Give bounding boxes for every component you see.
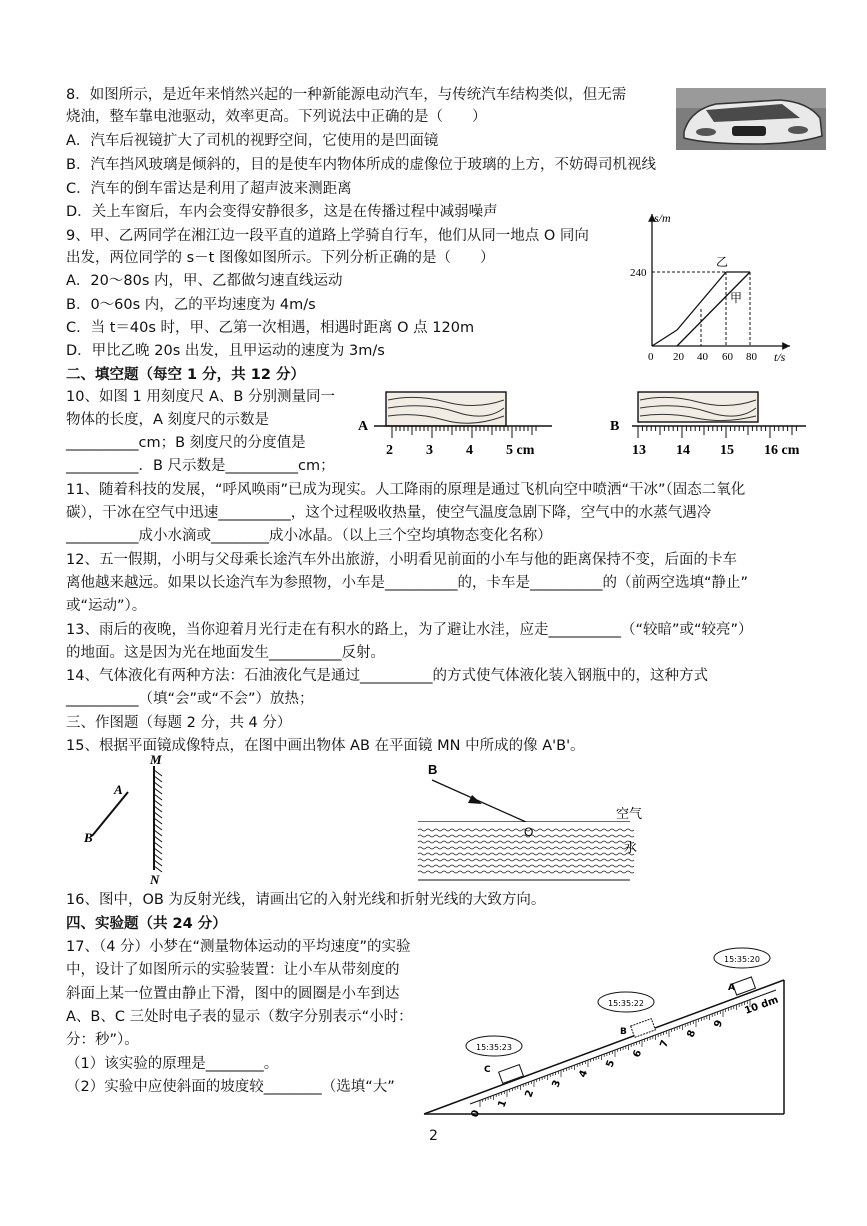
mirror-hatch-mark [154, 782, 162, 788]
wood-block-b [638, 392, 758, 422]
q14-line2: __________（填“会”或“不会”）放热； [66, 691, 314, 707]
st-graph-x-tick: 0 [648, 351, 654, 363]
mirror-figure [80, 752, 190, 887]
q17-line7: （2）实验中应使斜面的坡度较________（选填“大” [66, 1079, 395, 1095]
mirror-hatch-mark [154, 854, 162, 860]
mirror-hatch-mark [154, 824, 162, 830]
q17-line4: A、B、C 三处时电子表的显示（数字分别表示“小时： [66, 1009, 413, 1025]
mirror-hatch-mark [154, 860, 162, 866]
q9-option-d: D．甲比乙晚 20s 出发，且甲运动的速度为 3m/s [66, 343, 385, 359]
page-number: 2 [429, 1128, 438, 1144]
q12-line3: 或“运动”）。 [66, 598, 147, 614]
mirror-hatch-mark [154, 794, 162, 800]
st-graph [620, 210, 800, 370]
ruler-b-tick-label: 14 [676, 443, 690, 458]
st-graph-line-jia [677, 272, 750, 346]
q10-line2: 物体的长度，A 刻度尺的示数是 [66, 412, 270, 428]
st-graph-y-tick-240: 240 [630, 267, 647, 279]
q9-stem-line2: 出发，两位同学的 s－t 图像如图所示。下列分析正确的是（ ） [66, 250, 495, 266]
mirror-hatch-mark [154, 788, 162, 794]
section3-title: 三、作图题（每题 2 分，共 4 分） [66, 715, 292, 731]
q8-stem-line1: 8．如图所示，是近年来悄然兴起的一种新能源电动汽车，与传统汽车结构类似，但无需 [66, 87, 627, 103]
q8-option-a: A．汽车后视镜扩大了司机的视野空间，它使用的是凹面镜 [66, 133, 439, 149]
st-graph-x-tick: 40 [697, 351, 708, 363]
ruler-b-tick-label: 16 cm [764, 443, 800, 458]
ruler-b-tick-label: 13 [632, 443, 646, 458]
st-graph-line-yi-1 [652, 330, 677, 346]
q13-line1: 13、雨后的夜晚，当你迎着月光行走在有积水的路上，为了避让水洼，应走__________（“较暗”或“较亮”） [66, 622, 753, 638]
cart-a-label: A [728, 983, 735, 993]
refraction-label-o: O [524, 825, 534, 839]
mirror-hatch-mark [154, 848, 162, 854]
mirror-hatch-mark [154, 806, 162, 812]
q9-option-c: C．当 t＝40s 时，甲、乙第一次相遇，相遇时距离 O 点 120m [66, 320, 475, 336]
mirror-hatch-mark [154, 776, 162, 782]
mirror-label-n: N [150, 872, 160, 887]
mirror-hatch-mark [154, 770, 162, 776]
ruler-a-tick-label: 5 cm [506, 443, 535, 458]
q17-line2: 中，设计了如图所示的实验装置：让小车从带刻度的 [66, 962, 400, 978]
incline-scale-label: 7 [658, 1038, 672, 1050]
q10-line1: 10、如图 1 用刻度尺 A、B 分别测量同一 [66, 389, 335, 405]
section4-title: 四、实验题（共 24 分） [66, 916, 227, 932]
st-graph-x-tick: 20 [673, 351, 684, 363]
label-air: 空气 [616, 807, 643, 822]
q9-option-b: B．0～60s 内，乙的平均速度为 4m/s [66, 297, 316, 313]
incline-scale-label: 9 [712, 1018, 726, 1030]
incline-figure [420, 940, 800, 1120]
clock-a-time: 15:35:20 [724, 955, 760, 964]
st-graph-label-yi: 乙 [716, 255, 729, 269]
incline-unit: 10 dm [743, 994, 780, 1017]
mirror-hatch-mark [154, 800, 162, 806]
st-graph-x-tick: 60 [722, 351, 733, 363]
st-graph-xlabel: t/s [774, 350, 786, 364]
cart-c [499, 1065, 524, 1084]
object-label-a: A [114, 782, 123, 797]
ruler-a-tick-label: 3 [426, 443, 433, 458]
clock-c-time: 15:35:23 [476, 1043, 512, 1052]
cart-c-label: C [484, 1065, 491, 1075]
q14-line1: 14、气体液化有两种方法：石油液化气是通过__________的方式使气体液化装入钢瓶中的，这种方式 [66, 668, 708, 684]
ruler-a-label: A [358, 419, 369, 434]
ruler-a-tick-label: 4 [466, 443, 473, 458]
mirror-hatch-mark [154, 830, 162, 836]
mirror-label-m: M [150, 752, 162, 767]
q15-text: 15、根据平面镜成像特点，在图中画出物体 AB 在平面镜 MN 中所成的像 A'B'。 [66, 738, 585, 754]
incline-scale-label: 0 [469, 1108, 483, 1120]
q8-option-d: D．关上车窗后，车内会变得安静很多，这是在传播过程中减弱噪声 [66, 204, 498, 220]
ruler-b-figure [608, 388, 808, 460]
ruler-b-tick-label: 15 [720, 443, 734, 458]
ruler-a-tick-label: 2 [386, 443, 393, 458]
q8-option-c: C．汽车的倒车雷达是利用了超声波来测距离 [66, 181, 352, 197]
q10-line4: __________．B 尺示数是__________cm； [66, 458, 335, 474]
q10-line3: __________cm；B 刻度尺的分度值是 [66, 435, 306, 451]
q17-line6: （1）该实验的原理是________。 [66, 1056, 279, 1072]
q11-line2: 碳），干冰在空气中迅速__________，这个过程吸收热量，使空气温度急剧下降，空气中的水蒸气遇冷 [66, 505, 712, 521]
q8-option-b: B．汽车挡风玻璃是倾斜的，目的是使车内物体所成的虚像位于玻璃的上方，不妨碍司机视线 [66, 157, 656, 173]
q12-line1: 12、五一假期，小明与父母乘长途汽车外出旅游，小明看见前面的小车与他的距离保持不变，后面的卡车 [66, 552, 737, 568]
refraction-figure [418, 760, 658, 882]
q11-line3: __________成小水滴或________成小冰晶。（以上三个空均填物态变化名称） [66, 528, 552, 544]
incline-scale-label: 4 [577, 1068, 591, 1080]
q16-text: 16、图中，OB 为反射光线，请画出它的入射光线和折射光线的大致方向。 [66, 892, 546, 908]
q12-line2: 离他越来越远。如果以长途汽车为参照物，小车是__________的，卡车是__________的（前两空选填“静止” [66, 575, 749, 591]
incline-scale-label: 1 [496, 1098, 510, 1110]
q17-line5: 分：秒”）。 [66, 1032, 139, 1048]
ruler-a-figure [356, 388, 556, 460]
cart-b [631, 1019, 656, 1038]
q17-line3: 斜面上某一位置由静止下滑，图中的圆圈是小车到达 [66, 986, 400, 1002]
mirror-hatch-mark [154, 842, 162, 848]
q9-stem-line1: 9、甲、乙两同学在湘江边一段平直的道路上学骑自行车，他们从同一地点 O 同向 [66, 228, 589, 244]
q13-line2: 的地面。这是因为光在地面发生__________反射。 [66, 645, 385, 661]
q11-line1: 11、随着科技的发展，“呼风唤雨”已成为现实。人工降雨的原理是通过飞机向空中喷洒“干冰”（固态二氧化 [66, 482, 746, 498]
ruler-b-label: B [610, 419, 620, 434]
q9-option-a: A．20～80s 内，甲、乙都做匀速直线运动 [66, 273, 343, 289]
st-graph-label-jia: 甲 [730, 291, 743, 305]
st-graph-x-tick: 80 [746, 351, 757, 363]
incline-scale-label: 2 [523, 1088, 537, 1100]
cart-b-label: B [620, 1027, 627, 1037]
q8-stem-line2: 烧油，整车靠电池驱动，效率更高。下列说法中正确的是（ ） [66, 109, 487, 125]
incline-scale-label: 5 [604, 1058, 618, 1070]
mirror-hatch-mark [154, 812, 162, 818]
section2-title: 二、填空题（每空 1 分，共 12 分） [66, 367, 305, 383]
clock-b-time: 15:35:22 [608, 999, 644, 1008]
st-graph-ylabel: s/m [654, 211, 671, 225]
electric-car-photo [676, 88, 826, 150]
object-ab [92, 792, 128, 836]
incline-scale-label: 6 [631, 1048, 645, 1060]
incline-scale-label: 8 [685, 1028, 699, 1040]
mirror-hatch-mark [154, 836, 162, 842]
label-water: 水 [624, 841, 638, 856]
reflected-ray-ob [432, 780, 526, 822]
refraction-label-b: B [428, 762, 438, 777]
q17-line1: 17、（4 分）小梦在“测量物体运动的平均速度”的实验 [66, 939, 411, 955]
incline-scale-label: 3 [550, 1078, 564, 1090]
mirror-hatch-mark [154, 818, 162, 824]
object-label-b: B [84, 830, 93, 845]
